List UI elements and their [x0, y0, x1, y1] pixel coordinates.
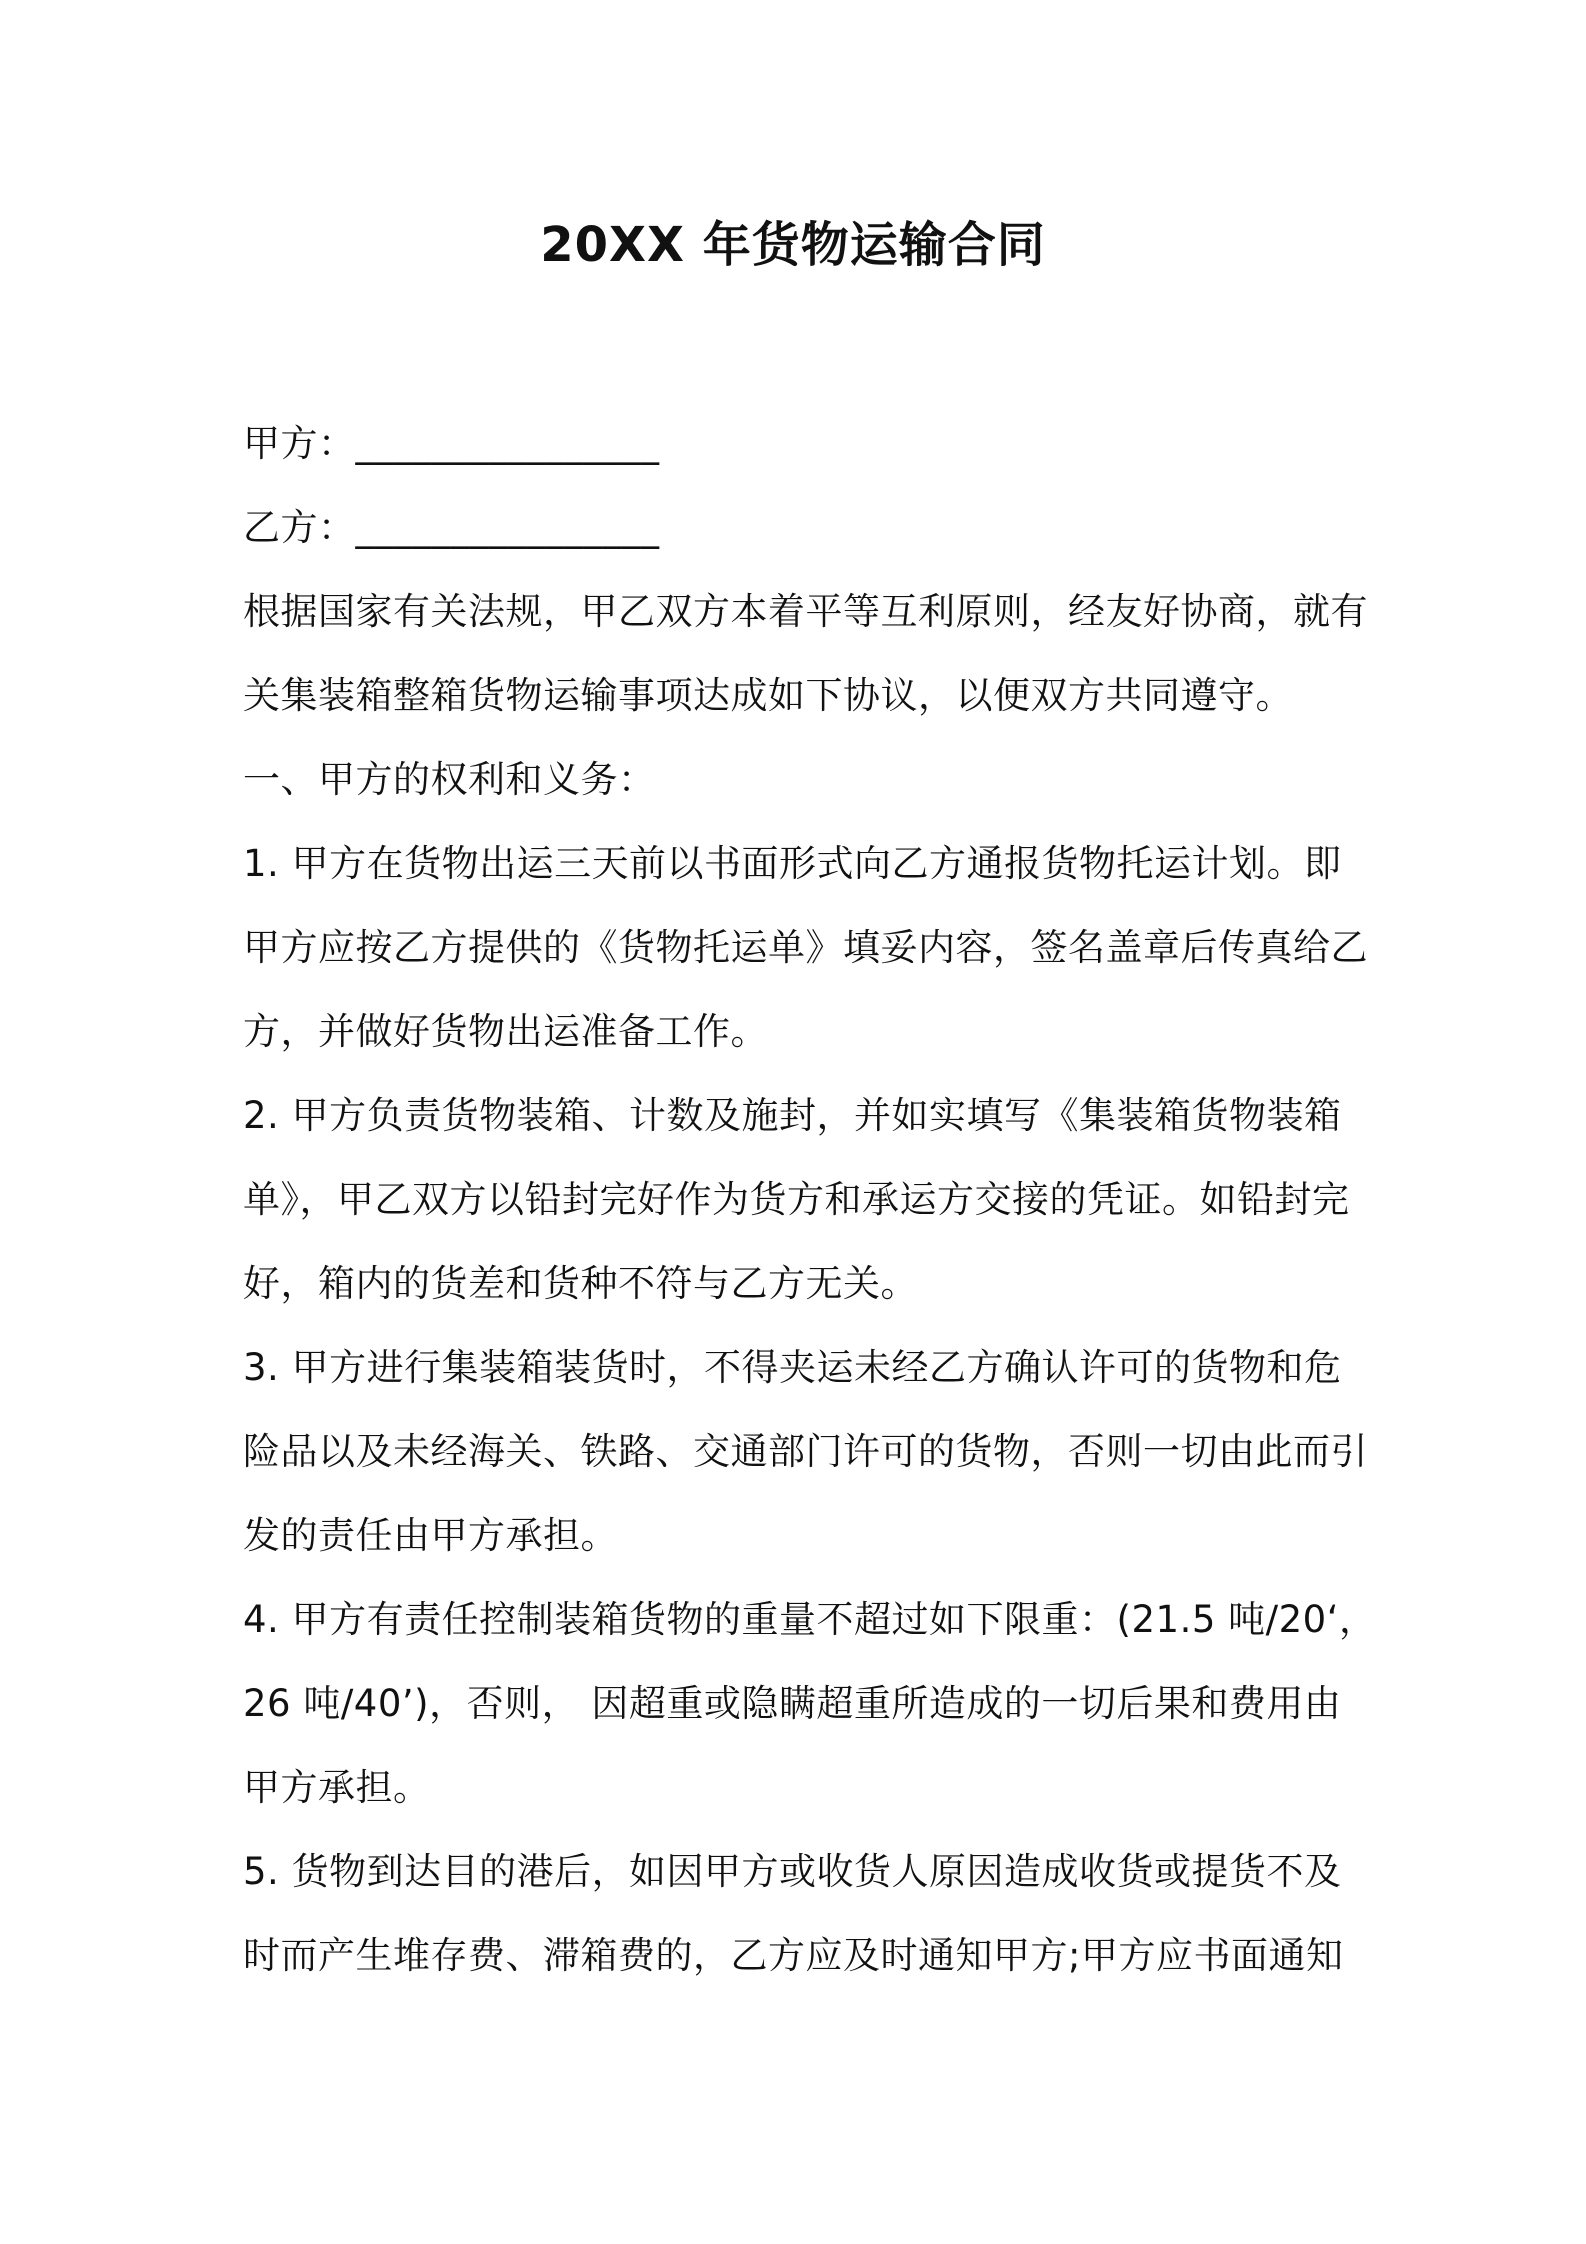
clause-1-line-1: 1. 甲方在货物出运三天前以书面形式向乙方通报货物托运计划。即: [243, 842, 1342, 885]
preamble-line-2: 关集装箱整箱货物运输事项达成如下协议，以便双方共同遵守。: [243, 674, 1293, 717]
clause-4-line-1: 4. 甲方有责任控制装箱货物的重量不超过如下限重：(21.5 吨/20‘，: [243, 1598, 1377, 1641]
clause-2-line-2: 单》，甲乙双方以铅封完好作为货方和承运方交接的凭证。如铅封完: [243, 1178, 1350, 1221]
clause-3-line-3: 发的责任由甲方承担。: [243, 1514, 618, 1557]
clause-4-line-3: 甲方承担。: [243, 1766, 431, 1809]
clause-5-line-1: 5. 货物到达目的港后，如因甲方或收货人原因造成收货或提货不及: [243, 1850, 1342, 1893]
party-a-line: 甲方：________________: [243, 422, 660, 465]
clause-3-line-2: 险品以及未经海关、铁路、交通部门许可的货物，否则一切由此而引: [243, 1430, 1368, 1473]
section-heading-1: 一、甲方的权利和义务：: [243, 758, 656, 801]
clause-3-line-1: 3. 甲方进行集装箱装货时，不得夹运未经乙方确认许可的货物和危: [243, 1346, 1342, 1389]
clause-2-line-3: 好，箱内的货差和货种不符与乙方无关。: [243, 1262, 918, 1305]
preamble-line-1: 根据国家有关法规，甲乙双方本着平等互利原则，经友好协商，就有: [243, 590, 1368, 633]
clause-5-line-2: 时而产生堆存费、滞箱费的，乙方应及时通知甲方;甲方应书面通知: [243, 1934, 1344, 1977]
clause-4-line-2: 26 吨/40’)，否则， 因超重或隐瞒超重所造成的一切后果和费用由: [243, 1682, 1342, 1725]
document-title: 20XX 年货物运输合同: [540, 217, 1046, 273]
clause-1-line-3: 方，并做好货物出运准备工作。: [243, 1010, 768, 1053]
party-b-line: 乙方：________________: [243, 506, 660, 549]
clause-1-line-2: 甲方应按乙方提供的《货物托运单》填妥内容，签名盖章后传真给乙: [243, 926, 1368, 969]
document-body: [243, 402, 1377, 1998]
clause-2-line-1: 2. 甲方负责货物装箱、计数及施封，并如实填写《集装箱货物装箱: [243, 1094, 1342, 1137]
